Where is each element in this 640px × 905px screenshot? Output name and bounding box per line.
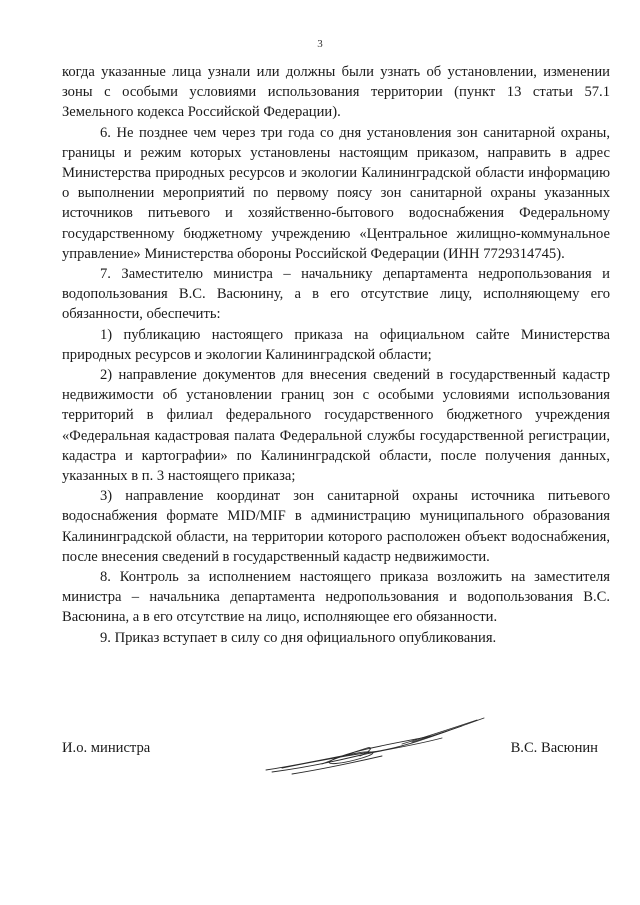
paragraph-7: 7. Заместителю министра – начальнику департамента недропользования и водопользования В.С. Васюнину, а в его отсутствие лицу, исполняющему его обязанности, обеспечить: bbox=[62, 266, 610, 323]
paragraph-8: 8. Контроль за исполнением настоящего приказа возложить на заместителя министра – начальника департамента недропользования и водопользования В.С. Васюнина, а в его отсутствие на лицо, исполняющее его обязанности. bbox=[62, 569, 610, 626]
paragraph-7-item-3: 3) направление координат зон санитарной охраны источника питьевого водоснабжения формате MID/MIF в администрацию муниципального образования Калининградской области, на территории которого расположен объект водоснабжения, после внесения сведений в государственный кадастр недвижимости. bbox=[62, 488, 610, 565]
page-number: 3 bbox=[317, 38, 323, 50]
document-body bbox=[62, 62, 610, 648]
paragraph-7-item-2: 2) направление документов для внесения сведений в государственный кадастр недвижимости об установлении границ зон с особыми условиями использования территорий в филиал федерального государственного бюджетного учреждения «Федеральная кадастровая палата Федеральной службы государственной регистрации, кадастра и картографии» по Калининградской области, после получения данных, указанных в п. 3 настоящего приказа; bbox=[62, 367, 610, 485]
signature-row bbox=[0, 738, 640, 778]
paragraph-6: 6. Не позднее чем через три года со дня установления зон санитарной охраны, границы и режим которых установлены настоящим приказом, направить в адрес Министерства природных ресурсов и экологии Калининградской области информацию о выполнении мероприятий по первому поясу зон санитарной охраны указанных источников питьевого и хозяйственно-бытового водоснабжения Федеральному государственному бюджетному учреждению «Центральное жилищно-коммунальное управление» Министерства обороны Российской Федерации (ИНН 7729314745). bbox=[62, 124, 610, 262]
signatory-position: И.о. министра bbox=[62, 740, 151, 756]
paragraph-7-item-1: 1) публикацию настоящего приказа на официальном сайте Министерства природных ресурсов и экологии Калининградской области; bbox=[62, 326, 610, 363]
signatory-name: В.С. Васюнин bbox=[510, 740, 598, 756]
paragraph-continuation: когда указанные лица узнали или должны были узнать об установлении, изменении зоны с особыми условиями использования территории (пункт 13 статьи 57.1 Земельного кодекса Российской Федерации). bbox=[62, 64, 610, 121]
paragraph-9: 9. Приказ вступает в силу со дня официального опубликования. bbox=[100, 629, 497, 646]
